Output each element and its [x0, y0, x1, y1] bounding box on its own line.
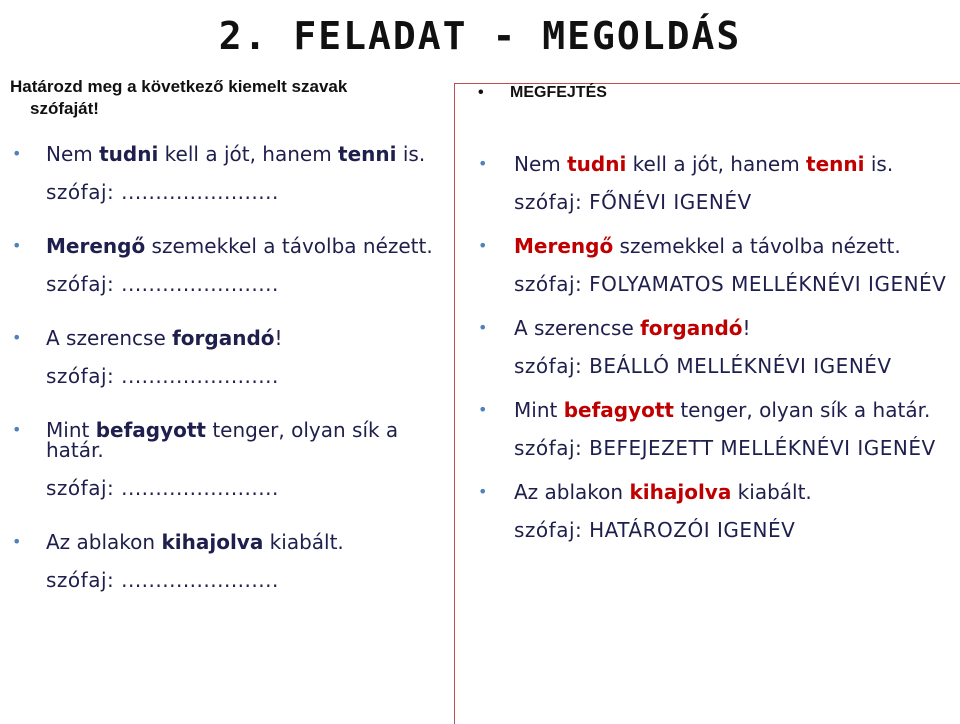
bullet-icon: • — [12, 236, 22, 255]
word-class-blank[interactable]: szófaj: ....................... — [46, 272, 279, 296]
instruction — [10, 76, 450, 120]
bullet-icon: • — [478, 84, 484, 101]
sentence: Az ablakon kihajolva kiabált. — [514, 480, 812, 504]
sentence: Az ablakon kihajolva kiabált. — [46, 530, 344, 554]
sentence: Mint befagyott tenger, olyan sík a határ. — [514, 398, 931, 422]
sentence: Merengő szemekkel a távolba nézett. — [46, 234, 433, 258]
word-class-answer: szófaj: FOLYAMATOS MELLÉKNÉVI IGENÉV — [514, 272, 947, 296]
bullet-icon: • — [478, 154, 488, 173]
bullet-icon: • — [12, 532, 22, 551]
sentence: Nem tudni kell a jót, hanem tenni is. — [46, 142, 426, 166]
word-class-blank[interactable]: szófaj: ....................... — [46, 364, 279, 388]
task-item-1 — [10, 144, 450, 202]
bullet-icon: • — [478, 482, 488, 501]
bullet-icon: • — [12, 144, 22, 163]
solution-item-4 — [478, 400, 948, 458]
solution-item-2 — [478, 236, 948, 294]
sentence: Mint befagyott tenger, olyan sík a határ. — [46, 418, 399, 462]
word-class-blank[interactable]: szófaj: ....................... — [46, 476, 279, 500]
sentence: A szerencse forgandó! — [514, 316, 751, 340]
solution-column — [478, 84, 948, 540]
solution-header: • MEGFEJTÉS — [478, 84, 607, 101]
word-class-answer: szófaj: FŐNÉVI IGENÉV — [514, 190, 752, 214]
instruction-line-1: Határozd meg a következő kiemelt szavak — [10, 77, 348, 96]
bullet-icon: • — [478, 318, 488, 337]
word-class-blank[interactable]: szófaj: ....................... — [46, 568, 279, 592]
sentence: Nem tudni kell a jót, hanem tenni is. — [514, 152, 894, 176]
bullet-icon: • — [478, 236, 488, 255]
word-class-blank[interactable]: szófaj: ....................... — [46, 180, 279, 204]
sentence: Merengő szemekkel a távolba nézett. — [514, 234, 901, 258]
word-class-answer: szófaj: BEFEJEZETT MELLÉKNÉVI IGENÉV — [514, 436, 936, 460]
sentence: A szerencse forgandó! — [46, 326, 283, 350]
task-item-4 — [10, 420, 450, 498]
task-item-5 — [10, 532, 450, 590]
word-class-answer: szófaj: HATÁROZÓI IGENÉV — [514, 518, 796, 542]
task-item-3 — [10, 328, 450, 386]
solution-item-1 — [478, 154, 948, 212]
page-title: 2. FELADAT - MEGOLDÁS — [218, 14, 742, 58]
word-class-answer: szófaj: BEÁLLÓ MELLÉKNÉVI IGENÉV — [514, 354, 892, 378]
task-item-2 — [10, 236, 450, 294]
solution-item-5 — [478, 482, 948, 540]
solution-item-3 — [478, 318, 948, 376]
instruction-line-2: szófaját! — [30, 99, 99, 118]
task-column — [10, 76, 450, 590]
bullet-icon: • — [478, 400, 488, 419]
bullet-icon: • — [12, 420, 22, 439]
bullet-icon: • — [12, 328, 22, 347]
